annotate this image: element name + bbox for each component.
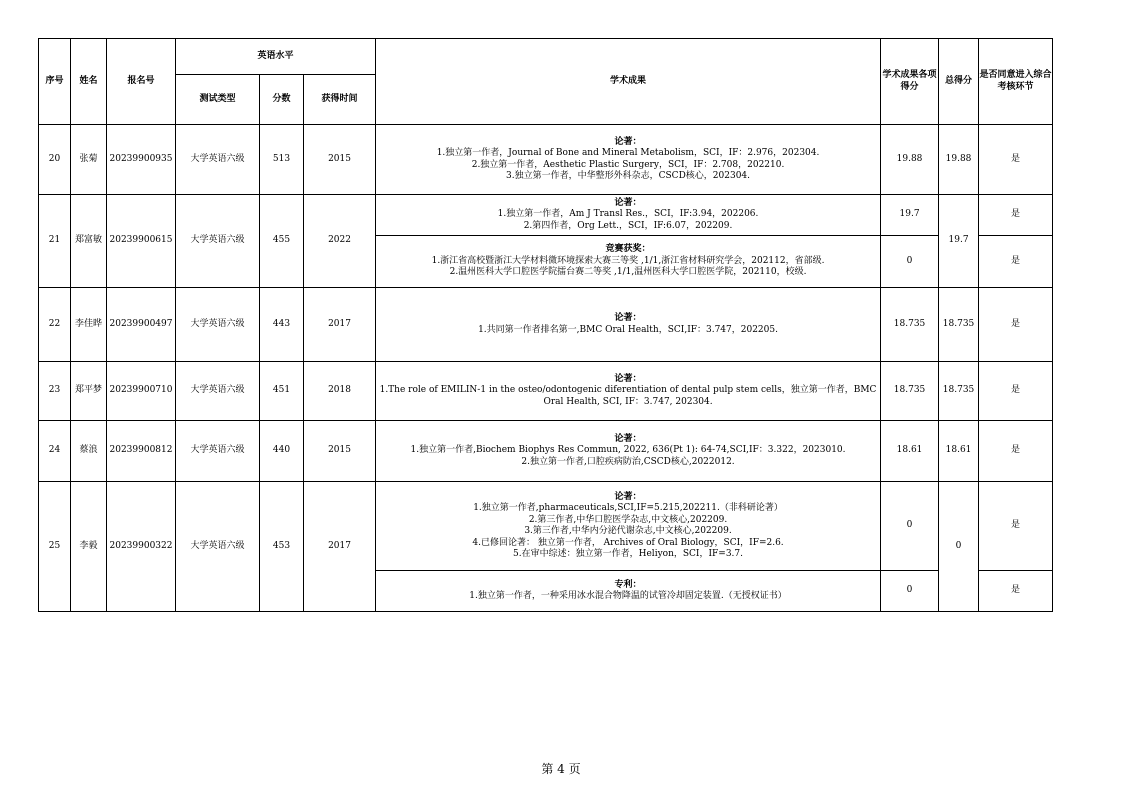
item-score-cell: 19.7 (881, 195, 939, 236)
name-cell: 郑平梦 (71, 362, 107, 421)
score-cell: 453 (260, 482, 304, 612)
item-score-cell: 18.735 (881, 288, 939, 362)
achievement-line: 1.独立第一作者，Am J Transl Res.，SCI，IF:3.94，202206. (497, 209, 759, 220)
agree-cell: 是 (979, 125, 1053, 195)
table-row (39, 482, 1053, 571)
achievement-category: 论著： (614, 433, 642, 444)
obtained-time-cell: 2015 (304, 421, 376, 482)
header-agree: 是否同意进入综合考核环节 (979, 39, 1053, 125)
achievement-category: 论著： (614, 313, 642, 323)
agree-cell: 是 (979, 482, 1053, 571)
total-score-cell: 0 (939, 482, 979, 612)
agree-cell: 是 (979, 421, 1053, 482)
item-score-cell: 18.61 (881, 421, 939, 482)
achievement-line: 1.共同第一作者排名第一,BMC Oral Health，SCI,IF：3.747，202205. (478, 324, 778, 335)
achievement-line: 2.独立第一作者,口腔疾病防治,CSCD核心,2022012. (521, 456, 735, 467)
agree-cell: 是 (979, 195, 1053, 236)
reg-no-cell: 20239900497 (107, 288, 176, 362)
header-obtained-time: 获得时间 (304, 75, 376, 125)
results-table (38, 38, 1053, 612)
header-achievements: 学术成果 (376, 39, 881, 125)
seq-cell: 20 (39, 125, 71, 195)
achievement-category: 论著： (614, 197, 642, 208)
achievement-category: 论著： (614, 491, 642, 502)
name-cell: 蔡浪 (71, 421, 107, 482)
table-body (39, 125, 1053, 612)
header-name: 姓名 (71, 39, 107, 125)
reg-no-cell: 20239900935 (107, 125, 176, 195)
total-score-cell: 18.61 (939, 421, 979, 482)
achievement-cell (376, 571, 881, 612)
achievement-cell (376, 482, 881, 571)
achievement-category: 论著： (614, 373, 642, 384)
achievement-line: 1.独立第一作者,pharmaceuticals,SCI,IF=5.215,202211.（非科研论著） (473, 503, 783, 513)
achievement-line: 2.第四作者，Org Lett.，SCI，IF:6.07，202209. (523, 220, 733, 231)
score-cell: 451 (260, 362, 304, 421)
agree-cell: 是 (979, 288, 1053, 362)
name-cell: 李佳晔 (71, 288, 107, 362)
score-cell: 455 (260, 195, 304, 288)
total-score-cell: 19.7 (939, 195, 979, 288)
achievement-line: 4.已修回论著： 独立第一作者， Archives of Oral Biology，SCI，IF=2.6. (472, 537, 784, 548)
seq-cell: 25 (39, 482, 71, 612)
obtained-time-cell: 2022 (304, 195, 376, 288)
header-item-score: 学术成果各项得分 (881, 39, 939, 125)
seq-cell: 21 (39, 195, 71, 288)
name-cell: 李毅 (71, 482, 107, 612)
item-score-cell: 0 (881, 482, 939, 571)
achievement-cell (376, 236, 881, 288)
table-row (39, 421, 1053, 482)
test-type-cell: 大学英语六级 (176, 125, 260, 195)
header-score: 分数 (260, 75, 304, 125)
agree-cell: 是 (979, 571, 1053, 612)
achievement-category: 论著： (614, 136, 642, 147)
name-cell: 郑富敏 (71, 195, 107, 288)
test-type-cell: 大学英语六级 (176, 362, 260, 421)
achievement-cell (376, 125, 881, 195)
test-type-cell: 大学英语六级 (176, 288, 260, 362)
achievement-line: 2.温州医科大学口腔医学院擂台赛二等奖 ,1/1,温州医科大学口腔医学院，202110，校级. (449, 267, 807, 278)
item-score-cell: 19.88 (881, 125, 939, 195)
achievement-line: 5.在审中综述：独立第一作者，Heliyon，SCI，IF=3.7. (513, 549, 743, 559)
item-score-cell: 0 (881, 571, 939, 612)
header-total-score: 总得分 (939, 39, 979, 125)
achievement-category: 竞赛获奖： (605, 244, 651, 255)
test-type-cell: 大学英语六级 (176, 421, 260, 482)
table-row (39, 288, 1053, 362)
reg-no-cell: 20239900615 (107, 195, 176, 288)
achievement-line: 2.独立第一作者，Aesthetic Plastic Surgery，SCI，IF：2.708，202210. (471, 159, 785, 170)
achievement-cell (376, 421, 881, 482)
seq-cell: 22 (39, 288, 71, 362)
achievement-cell (376, 195, 881, 236)
header-reg-no: 报名号 (107, 39, 176, 125)
score-cell: 513 (260, 125, 304, 195)
achievement-cell (376, 362, 881, 421)
header-test-type: 测试类型 (176, 75, 260, 125)
reg-no-cell: 20239900710 (107, 362, 176, 421)
achievement-cell (376, 288, 881, 362)
header-seq: 序号 (39, 39, 71, 125)
agree-cell: 是 (979, 236, 1053, 288)
seq-cell: 23 (39, 362, 71, 421)
name-cell: 张菊 (71, 125, 107, 195)
obtained-time-cell: 2017 (304, 288, 376, 362)
table-row (39, 362, 1053, 421)
item-score-cell: 18.735 (881, 362, 939, 421)
achievement-line: 1.The role of EMILIN-1 in the osteo/odontogenic diferentiation of dental pulp stem cells，独立第一作者，BMC Oral Health, SCI, IF：3.747, 202304. (379, 385, 877, 407)
reg-no-cell: 20239900322 (107, 482, 176, 612)
obtained-time-cell: 2017 (304, 482, 376, 612)
achievement-line: 1.浙江省高校暨浙江大学材料微环境探索大赛三等奖 ,1/1,浙江省材料研究学会，202112，省部级. (431, 255, 825, 266)
achievement-line: 1.独立第一作者，一种采用冰水混合物降温的试管冷却固定装置.（无授权证书） (469, 591, 787, 601)
score-cell: 443 (260, 288, 304, 362)
item-score-cell: 0 (881, 236, 939, 288)
achievement-line: 1.独立第一作者，Journal of Bone and Mineral Metabolism，SCI，IF：2.976，202304. (436, 148, 820, 158)
total-score-cell: 18.735 (939, 362, 979, 421)
table-row (39, 195, 1053, 236)
reg-no-cell: 20239900812 (107, 421, 176, 482)
achievement-line: 2.第三作者,中华口腔医学杂志,中文核心,202209. (528, 514, 728, 525)
achievement-line: 1.独立第一作者,Biochem Biophys Res Commun, 2022, 636(Pt 1): 64-74,SCI,IF：3.322，2023010. (410, 445, 846, 456)
obtained-time-cell: 2018 (304, 362, 376, 421)
test-type-cell: 大学英语六级 (176, 482, 260, 612)
obtained-time-cell: 2015 (304, 125, 376, 195)
score-cell: 440 (260, 421, 304, 482)
test-type-cell: 大学英语六级 (176, 195, 260, 288)
achievement-line: 3.独立第一作者，中华整形外科杂志，CSCD核心，202304. (506, 171, 751, 181)
seq-cell: 24 (39, 421, 71, 482)
achievement-line: 3.第三作者,中华内分泌代谢杂志,中文核心,202209. (524, 526, 732, 536)
achievement-category: 专利： (614, 579, 642, 590)
page-number: 第 4 页 (541, 762, 581, 776)
total-score-cell: 18.735 (939, 288, 979, 362)
total-score-cell: 19.88 (939, 125, 979, 195)
header-english-level: 英语水平 (176, 39, 376, 75)
agree-cell: 是 (979, 362, 1053, 421)
table-row (39, 125, 1053, 195)
